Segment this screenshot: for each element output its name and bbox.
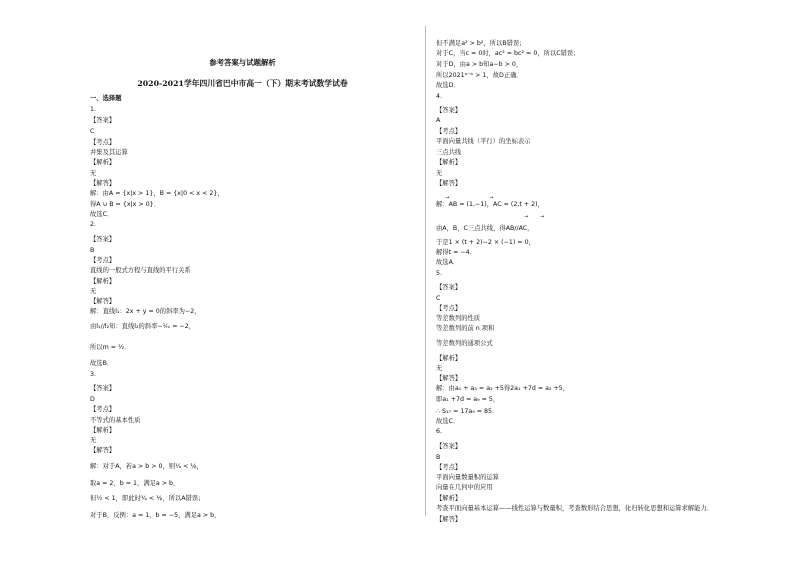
text-line: 【考点】 bbox=[90, 139, 116, 146]
text-line: 【解析】 bbox=[90, 427, 116, 434]
text-line: 【答案】 bbox=[90, 236, 116, 243]
text-line: 【解析】 bbox=[436, 159, 462, 166]
text-line: 取a = 2，b = 1，满足a > b， bbox=[90, 480, 180, 487]
text-line: 【解析】 bbox=[90, 159, 116, 166]
vector-arrow-ac-2: → bbox=[540, 214, 545, 220]
text-line: 对于B，反例：a = 1，b = −5，满足a > b， bbox=[90, 512, 221, 519]
text-line: 【考点】 bbox=[436, 464, 462, 471]
section-heading: 一、选择题 bbox=[90, 95, 122, 102]
text-line: 解：由A = {x|x > 1}，B = {x|0 < x < 2}， bbox=[90, 190, 224, 197]
text-line: 于是1 × (t + 2)−2 × (−1) = 0， bbox=[436, 239, 535, 246]
text-line: 故选D． bbox=[436, 82, 460, 89]
text-line: D bbox=[90, 396, 95, 403]
text-line: 对于D，由a > b知a−b > 0， bbox=[436, 61, 523, 68]
text-line: 平面向量数量积的运算 bbox=[436, 474, 499, 481]
text-line: 等差数列的前 n 项和 bbox=[436, 325, 495, 332]
text-line: 【解析】 bbox=[90, 278, 116, 285]
exam-title: 2020-2021学年四川省巴中市高一（下）期末考试数学试卷 bbox=[137, 79, 348, 88]
text-line: 无 bbox=[90, 170, 97, 177]
text-line: 由A，B，C三点共线，得AB//AC， bbox=[436, 225, 534, 232]
text-line: 【解答】 bbox=[436, 180, 462, 187]
text-line: 5. bbox=[436, 270, 443, 277]
text-line: 2. bbox=[90, 221, 97, 228]
text-line: 无 bbox=[436, 170, 443, 177]
vector-arrow-ab: → bbox=[445, 195, 450, 201]
text-line: 【答案】 bbox=[90, 385, 116, 392]
text-line: 解：直线l₁：2x + y = 0的斜率为−2， bbox=[90, 308, 201, 315]
text-line: 【考点】 bbox=[90, 257, 116, 264]
text-line: 即a₁ +7d = a₉ = 5， bbox=[436, 396, 500, 403]
text-line: B bbox=[436, 454, 441, 461]
text-line: 【解答】 bbox=[90, 447, 116, 454]
text-line: 考查平面向量基本运算——线性运算与数量积，考查数形结合思想，化归转化思想和运算求解能力． bbox=[436, 505, 714, 512]
text-line: 解得t = −4． bbox=[436, 249, 476, 256]
text-line: 但½ < 1，即此时¹⁄ₐ < ¹⁄ᵦ，所以A错误； bbox=[90, 495, 205, 502]
text-line: 【解答】 bbox=[90, 298, 116, 305]
text-line: 等差数列的通项公式 bbox=[436, 340, 493, 347]
vector-arrow-ab-2: → bbox=[524, 214, 529, 220]
text-line: 【考点】 bbox=[436, 128, 462, 135]
text-line: ∴ S₁₇ = 17a₉ = 85． bbox=[436, 408, 499, 415]
text-line: 解：由a₁ + a₃ = a₂ +5得2a₁ +7d = a₂ +5， bbox=[436, 385, 570, 392]
text-line: B bbox=[90, 247, 95, 254]
text-line: 【解答】 bbox=[436, 375, 462, 382]
column-divider bbox=[425, 26, 426, 516]
text-line: 直线的一般式方程与直线的平行关系 bbox=[90, 267, 191, 274]
text-line: 不等式的基本性质 bbox=[90, 417, 141, 424]
text-line: 无 bbox=[90, 288, 97, 295]
vector-arrow-ac: → bbox=[489, 195, 494, 201]
text-line: 【考点】 bbox=[436, 305, 462, 312]
text-line: C bbox=[436, 295, 441, 302]
header-title: 参考答案与试题解析 bbox=[209, 58, 276, 67]
text-line: 由l₁//l₂知：直线l₂的斜率−¹⁄ₘ = −2， bbox=[90, 323, 196, 330]
text-line: 【解答】 bbox=[436, 516, 462, 523]
text-line: 【解析】 bbox=[436, 495, 462, 502]
text-line: A bbox=[436, 117, 441, 124]
text-line: 【考点】 bbox=[90, 406, 116, 413]
text-line: 对于C，当c = 0时，ac² = bc² = 0，所以C错误； bbox=[436, 50, 580, 57]
text-line: 【答案】 bbox=[436, 284, 462, 291]
text-line: 【解析】 bbox=[436, 355, 462, 362]
text-line: 6. bbox=[436, 428, 443, 435]
text-line: 解：对于A，若a > b > 0，则¹⁄ₐ < ¹⁄ᵦ， bbox=[90, 463, 203, 470]
text-line: 故选B． bbox=[90, 360, 114, 367]
text-line: 4. bbox=[436, 93, 443, 100]
text-line: 并集及其运算 bbox=[90, 149, 128, 156]
text-line: 无 bbox=[436, 365, 443, 372]
text-line: 等差数列的性质 bbox=[436, 315, 481, 322]
text-line: 3. bbox=[90, 371, 97, 378]
text-line: 所以2021ᵃ⁻ᵇ > 1，故D正确． bbox=[436, 72, 523, 79]
text-line: 【答案】 bbox=[436, 107, 462, 114]
text-line: 三点共线 bbox=[436, 149, 462, 156]
text-line: 平面向量共线（平行）的坐标表示 bbox=[436, 138, 531, 145]
text-line: 向量在几何中的应用 bbox=[436, 484, 493, 491]
text-line: C bbox=[90, 128, 95, 135]
text-line: 解：AB = (1,−1)，AC = (2,t + 2)， bbox=[436, 201, 544, 208]
text-line: 无 bbox=[90, 437, 97, 444]
text-line: 1. bbox=[90, 106, 97, 113]
text-line: 得A ∪ B = {x|x > 0}． bbox=[90, 201, 160, 208]
text-line: 故选C． bbox=[436, 418, 460, 425]
text-line: 但不满足a² > b²，所以B错误； bbox=[436, 40, 526, 47]
text-line: 【答案】 bbox=[90, 117, 116, 124]
text-line: 【答案】 bbox=[436, 443, 462, 450]
text-line: 【解答】 bbox=[90, 180, 116, 187]
text-line: 所以m = ½． bbox=[90, 344, 131, 351]
text-line: 故选A． bbox=[436, 259, 460, 266]
text-line: 故选C． bbox=[90, 211, 114, 218]
